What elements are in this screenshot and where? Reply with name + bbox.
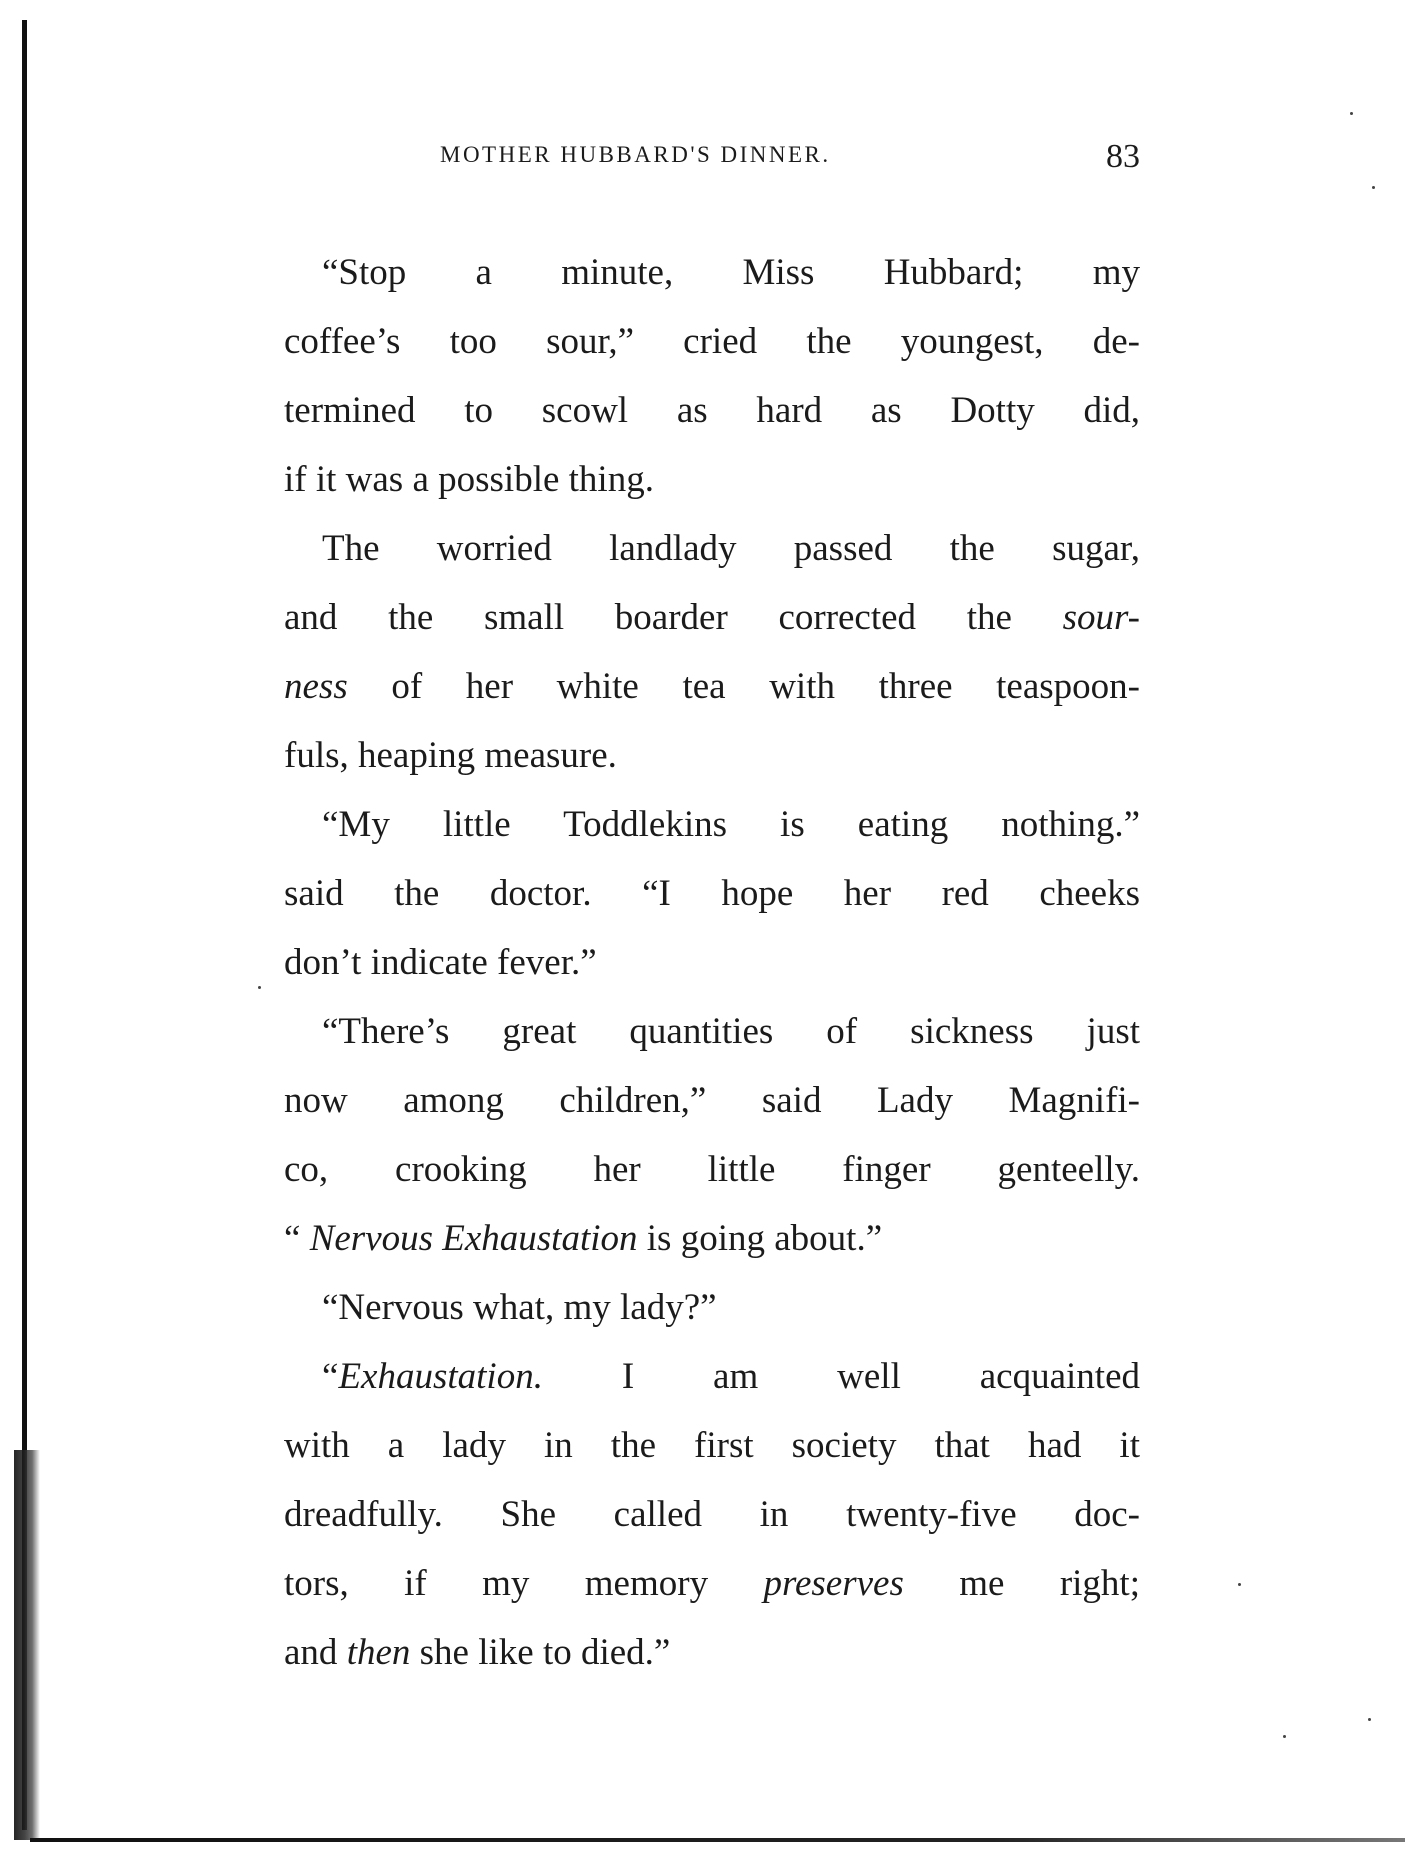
text-run: with a lady in the first society that had it	[284, 1425, 1140, 1466]
text-line	[284, 376, 1140, 445]
text-line	[284, 721, 1140, 790]
text-run: “Nervous what, my lady?”	[322, 1287, 717, 1328]
running-head	[440, 138, 1140, 178]
scan-speck	[1238, 1583, 1241, 1586]
body-text	[284, 238, 1140, 1687]
text-line	[284, 1411, 1140, 1480]
text-line	[284, 928, 1140, 997]
text-line	[284, 997, 1140, 1066]
text-run: and	[284, 1632, 347, 1673]
running-title: MOTHER HUBBARD'S DINNER.	[440, 142, 831, 167]
text-run: she like to died.”	[410, 1632, 671, 1673]
italic-run: preserves	[763, 1563, 904, 1604]
text-run: termined to scowl as hard as Dotty did,	[284, 390, 1140, 431]
scan-speck	[1368, 1718, 1371, 1721]
text-line	[284, 1480, 1140, 1549]
text-run: said the doctor. “I hope her red cheeks	[284, 873, 1140, 914]
text-run: fuls, heaping measure.	[284, 735, 617, 776]
scan-speck	[1350, 112, 1353, 115]
binding-shadow	[14, 1450, 40, 1840]
text-run: tors, if my memory	[284, 1563, 764, 1604]
text-line	[284, 1342, 1140, 1411]
italic-run: sour-	[1062, 597, 1140, 638]
text-run: “There’s great quantities of sickness just	[322, 1011, 1140, 1052]
text-line	[284, 1204, 1140, 1273]
bottom-edge-rule	[30, 1838, 1405, 1842]
text-run: now among children,” said Lady Magnifi-	[284, 1080, 1140, 1121]
text-run: “My little Toddlekins is eating nothing.”	[322, 804, 1140, 845]
scan-speck	[258, 986, 261, 989]
text-line	[284, 514, 1140, 583]
text-run: and the small boarder corrected the	[284, 597, 1063, 638]
page-number: 83	[1106, 138, 1140, 175]
text-run: don’t indicate fever.”	[284, 942, 597, 983]
text-line	[284, 1066, 1140, 1135]
text-run: “	[322, 1356, 339, 1397]
text-run: I am well acquainted	[542, 1356, 1140, 1397]
text-run: me right;	[903, 1563, 1140, 1604]
italic-run: Nervous Exhaustation	[309, 1218, 638, 1259]
text-run: if it was a possible thing.	[284, 459, 654, 500]
scan-speck	[1283, 1735, 1286, 1738]
text-line	[284, 238, 1140, 307]
text-run: “Stop a minute, Miss Hubbard; my	[322, 252, 1140, 293]
text-line	[284, 307, 1140, 376]
scan-speck	[1372, 186, 1375, 189]
text-run: “	[284, 1218, 310, 1259]
text-line	[284, 583, 1140, 652]
text-run: The worried landlady passed the sugar,	[322, 528, 1140, 569]
text-line	[284, 445, 1140, 514]
text-run: of her white tea with three teaspoon-	[347, 666, 1140, 707]
italic-run: Exhaustation.	[338, 1356, 543, 1397]
text-line	[284, 1135, 1140, 1204]
text-line	[284, 790, 1140, 859]
text-line	[284, 1618, 1140, 1687]
text-run: co, crooking her little finger genteelly.	[284, 1149, 1140, 1190]
text-line	[284, 1549, 1140, 1618]
text-line	[284, 1273, 1140, 1342]
text-line	[284, 652, 1140, 721]
text-run: is going about.”	[637, 1218, 883, 1259]
italic-run: ness	[284, 666, 348, 707]
text-run: coffee’s too sour,” cried the youngest, de-	[284, 321, 1140, 362]
text-line	[284, 859, 1140, 928]
italic-run: then	[346, 1632, 411, 1673]
text-run: dreadfully. She called in twenty-five doc-	[284, 1494, 1140, 1535]
